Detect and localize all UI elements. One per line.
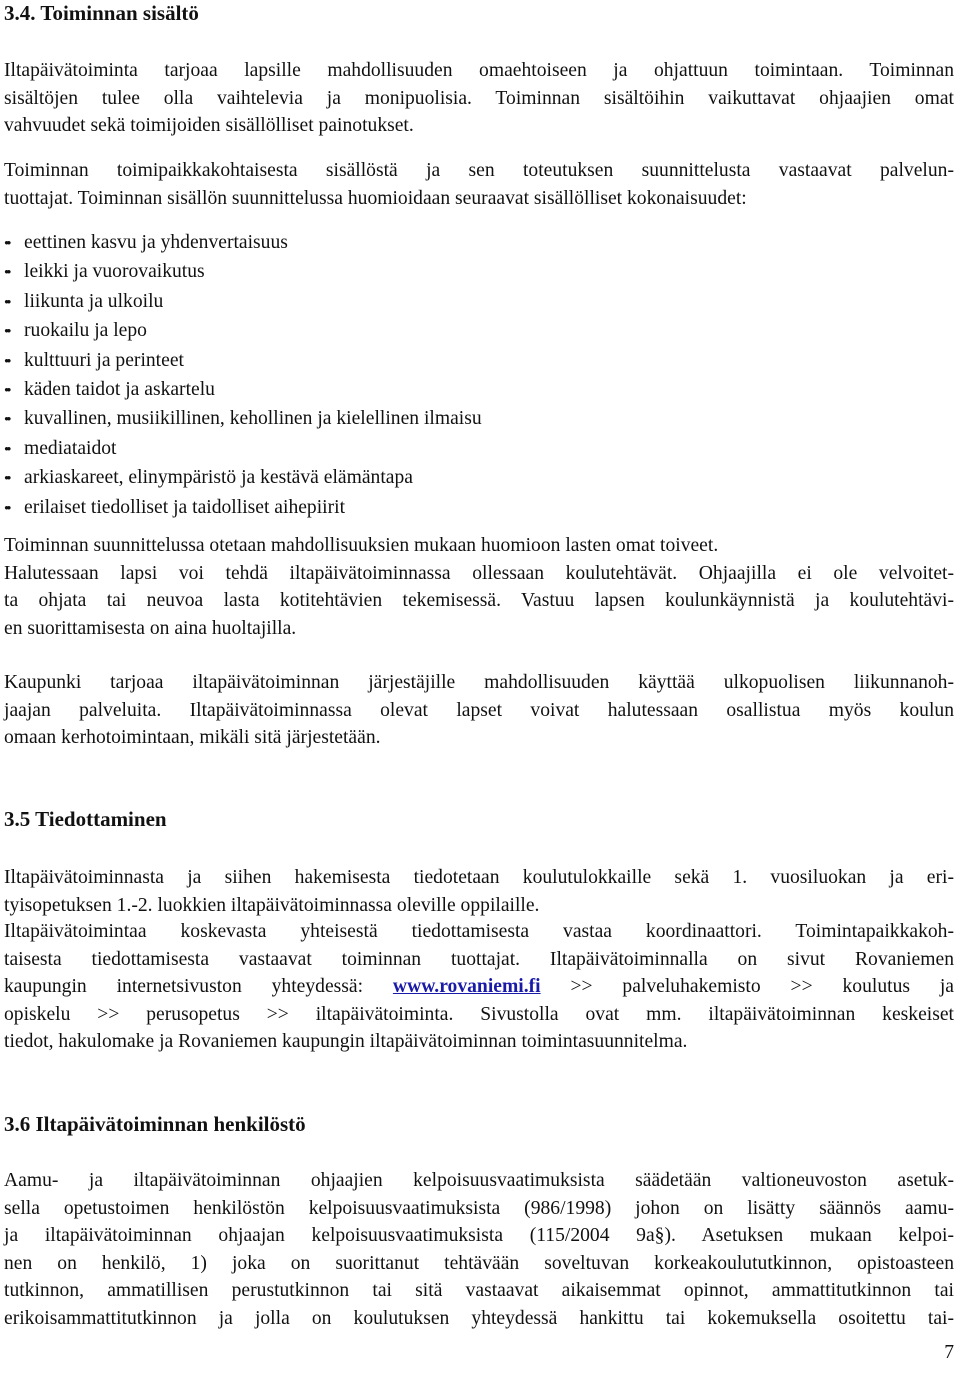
paragraph [4, 532, 954, 642]
bullet-icon: •• [4, 294, 9, 311]
content-list [4, 229, 482, 523]
section-heading-3-5: 3.5 Tiedottaminen [4, 807, 167, 831]
list-item-text: erilaiset tiedolliset ja taidolliset aihepiirit [24, 496, 346, 518]
bullet-icon: •• [4, 353, 9, 370]
list-item [4, 405, 482, 434]
text-line: jaajan palveluita. Iltapäivätoiminnassa olevat lapset voivat halutessaan osallistua myös koulun [4, 699, 954, 721]
list-item [4, 376, 482, 405]
text-line: omaan kerhotoimintaan, mikäli sitä järjestetään. [4, 727, 381, 748]
list-item [4, 494, 482, 523]
rovaniemi-link[interactable]: www.rovaniemi.fi [392, 976, 541, 997]
text-line: tuottajat. Toiminnan sisällön suunnittelussa huomioidaan seuraavat sisällölliset kokonaisuudet: [4, 187, 747, 209]
list-item-text: leikki ja vuorovaikutus [24, 261, 205, 283]
list-item-text: mediataidot [24, 437, 117, 459]
text-line: Iltapäivätoiminta tarjoaa lapsille mahdollisuuden omaehtoiseen ja ohjattuun toimintaan. Toiminnan [4, 60, 954, 81]
bullet-icon: •• [4, 265, 9, 282]
section-heading-3-4: 3.4. Toiminnan sisältö [4, 1, 199, 25]
text-line: sisältöjen tulee olla vaihtelevia ja monipuolisia. Toiminnan sisältöihin vaikuttavat ohjaajien omat [4, 87, 954, 109]
list-item [4, 317, 482, 346]
list-item-text: ruokailu ja lepo [24, 320, 147, 342]
text-line: Aamu- ja iltapäivätoiminnan ohjaajien kelpoisuusvaatimuksista säädetään valtioneuvoston asetuk- [4, 1170, 954, 1191]
text-line: ta ohjata tai neuvoa lasta kotitehtävien tekemisessä. Vastuu lapsen koulunkäynnistä ja koulutehtävi- [4, 590, 954, 611]
paragraph [4, 1167, 954, 1332]
text-line: Halutessaan lapsi voi tehdä iltapäivätoiminnassa ollessaan koulutehtävät. Ohjaajilla ei ole velvoitet- [4, 562, 954, 584]
list-item-text: kuvallinen, musiikillinen, kehollinen ja kielellinen ilmaisu [24, 408, 482, 430]
text-line: Toiminnan toimipaikkakohtaisesta sisällöstä ja sen toteutuksen suunnittelusta vastaavat palvelun- [4, 160, 954, 181]
text-line: Kaupunki tarjoaa iltapäivätoiminnan järjestäjille mahdollisuuden käyttää ulkopuolisen liikunnanoh- [4, 672, 954, 693]
list-item-text: kulttuuri ja perinteet [24, 349, 184, 371]
paragraph [4, 918, 954, 1056]
section-heading-3-6: 3.6 Iltapäivätoiminnan henkilöstö [4, 1112, 306, 1136]
bullet-icon: •• [4, 383, 9, 400]
text-line: sella opetustoimen henkilöstön kelpoisuusvaatimuksista (986/1998) johon on lisätty säännös aamu- [4, 1197, 954, 1219]
text-line: erikoisammattitutkinnon ja jolla on koulutuksen yhteydessä hankittu tai kokemuksella osoitettu tai- [4, 1307, 954, 1329]
text-line: tyisopetuksen 1.-2. luokkien iltapäivätoiminnassa oleville oppilaille. [4, 894, 540, 916]
text-fragment: kaupungin internetsivuston yhteydessä: [4, 976, 393, 997]
bullet-icon: •• [4, 471, 9, 488]
list-item [4, 229, 482, 258]
text-line: tutkinnon, ammatillisen perustutkinnon tai sitä vastaavat aikaisemmat opinnot, ammattitutkinnon tai [4, 1280, 954, 1301]
text-line: taisesta tiedottamisesta vastaavat toiminnan tuottajat. Iltapäivätoiminnalla on sivut Rovaniemen [4, 948, 954, 970]
list-item-text: käden taidot ja askartelu [24, 379, 215, 401]
list-item [4, 435, 482, 464]
bullet-icon: •• [4, 441, 9, 458]
paragraph [4, 57, 954, 140]
paragraph [4, 864, 954, 919]
list-item-text: arkiaskareet, elinympäristö ja kestävä elämäntapa [24, 467, 413, 489]
list-item [4, 258, 482, 287]
bullet-icon: •• [4, 236, 9, 252]
list-item-text: eettinen kasvu ja yhdenvertaisuus [24, 232, 288, 253]
text-fragment: >> palveluhakemisto >> koulutus ja [540, 976, 954, 997]
text-line: vahvuudet sekä toimijoiden sisällölliset painotukset. [4, 115, 414, 136]
list-item [4, 464, 482, 493]
bullet-icon: •• [4, 324, 9, 341]
list-item [4, 347, 482, 376]
list-item-text: liikunta ja ulkoilu [24, 290, 164, 312]
paragraph [4, 669, 954, 752]
text-line: opiskelu >> perusopetus >> iltapäivätoiminta. Sivustolla ovat mm. iltapäivätoiminnan keskeiset [4, 1003, 954, 1025]
text-line: en suorittamisesta on aina huoltajilla. [4, 617, 297, 639]
text-line: Iltapäivätoimintaa koskevasta yhteisestä tiedottamisesta vastaa koordinaattori. Toimintapaikkakoh- [4, 921, 954, 942]
text-line: ja iltapäivätoiminnan ohjaajan kelpoisuusvaatimuksista (115/2004 9a§). Asetuksen mukaan kelpoi- [4, 1225, 954, 1246]
text-line: nen on henkilö, 1) joka on suorittanut tehtävään soveltuvan korkeakoulututkinnon, opistoasteen [4, 1252, 954, 1274]
page-number: 7 [944, 1342, 954, 1363]
paragraph [4, 157, 954, 212]
list-item [4, 288, 482, 317]
bullet-icon: •• [4, 500, 9, 517]
text-line: tiedot, hakulomake ja Rovaniemen kaupungin iltapäivätoiminnan toimintasuunnitelma. [4, 1031, 688, 1052]
bullet-icon: •• [4, 412, 9, 429]
text-line [4, 973, 954, 1001]
text-line: Iltapäivätoiminnasta ja siihen hakemisesta tiedotetaan koulutulokkaille sekä 1. vuosiluokan ja eri- [4, 867, 954, 888]
text-line: Toiminnan suunnittelussa otetaan mahdollisuuksien mukaan huomioon lasten omat toiveet. [4, 535, 719, 556]
